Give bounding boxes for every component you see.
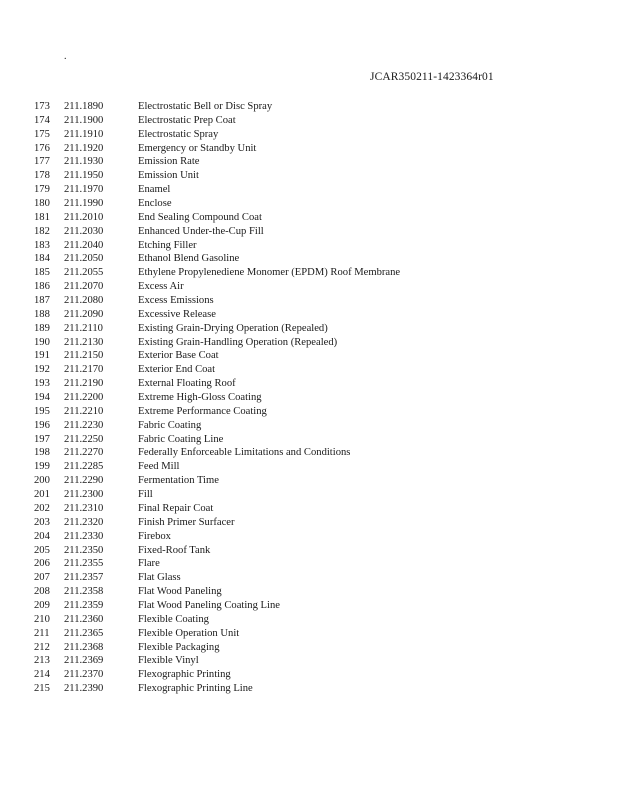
list-item xyxy=(0,530,618,544)
section-number: 211.2390 xyxy=(64,683,104,695)
section-number: 211.2369 xyxy=(64,655,104,667)
section-number: 211.1950 xyxy=(64,170,104,182)
document-id: JCAR350211-1423364r01 xyxy=(370,71,494,83)
item-number: 213 xyxy=(34,655,50,667)
item-number: 206 xyxy=(34,558,50,570)
term: Fixed-Roof Tank xyxy=(138,544,211,556)
term: Final Repair Coat xyxy=(138,502,214,514)
term: Emergency or Standby Unit xyxy=(138,142,257,154)
item-number: 202 xyxy=(34,502,50,514)
list-item xyxy=(0,266,618,280)
item-number: 178 xyxy=(34,170,50,182)
list-item xyxy=(0,239,618,253)
section-number: 211.2130 xyxy=(64,336,104,348)
section-number: 211.2010 xyxy=(64,211,104,223)
item-number: 190 xyxy=(34,336,50,348)
item-number: 174 xyxy=(34,114,50,126)
term: Exterior End Coat xyxy=(138,364,216,376)
item-number: 212 xyxy=(34,641,50,653)
item-number: 186 xyxy=(34,281,50,293)
section-number: 211.2030 xyxy=(64,225,104,237)
item-number: 192 xyxy=(34,364,50,376)
item-number: 175 xyxy=(34,128,50,140)
list-item xyxy=(0,308,618,322)
list-item xyxy=(0,585,618,599)
list-item xyxy=(0,349,618,363)
list-item xyxy=(0,169,618,183)
item-number: 204 xyxy=(34,530,50,542)
item-number: 185 xyxy=(34,267,50,279)
term: Feed Mill xyxy=(138,461,180,473)
list-item xyxy=(0,405,618,419)
list-item xyxy=(0,294,618,308)
term: Flat Glass xyxy=(138,572,181,584)
list-item xyxy=(0,377,618,391)
section-number: 211.2368 xyxy=(64,641,104,653)
item-number: 191 xyxy=(34,350,50,362)
term: End Sealing Compound Coat xyxy=(138,211,262,223)
section-number: 211.2050 xyxy=(64,253,104,265)
term: Electrostatic Spray xyxy=(138,128,219,140)
list-item xyxy=(0,460,618,474)
item-number: 179 xyxy=(34,184,50,196)
term: Flexographic Printing xyxy=(138,669,231,681)
section-number: 211.1900 xyxy=(64,114,104,126)
list-item xyxy=(0,211,618,225)
item-number: 187 xyxy=(34,295,50,307)
term: Flexographic Printing Line xyxy=(138,683,253,695)
item-number: 173 xyxy=(34,101,50,112)
item-number: 211 xyxy=(34,627,50,639)
item-number: 197 xyxy=(34,433,50,445)
list-item xyxy=(0,654,618,668)
stray-mark: . xyxy=(64,51,67,62)
section-number: 211.2359 xyxy=(64,599,104,611)
term: Existing Grain-Drying Operation (Repealed) xyxy=(138,322,328,334)
list-item xyxy=(0,488,618,502)
term: Etching Filler xyxy=(138,239,197,251)
item-number: 196 xyxy=(34,419,50,431)
term: Extreme High-Gloss Coating xyxy=(138,392,262,404)
term: Existing Grain-Handling Operation (Repealed) xyxy=(138,336,338,348)
section-number: 211.2355 xyxy=(64,558,104,570)
section-number: 211.2320 xyxy=(64,516,104,528)
term: Finish Primer Surfacer xyxy=(138,516,235,528)
item-number: 193 xyxy=(34,378,50,390)
list-item xyxy=(0,502,618,516)
list-item xyxy=(0,197,618,211)
list-item xyxy=(0,446,618,460)
list-item xyxy=(0,419,618,433)
list-item xyxy=(0,155,618,169)
item-number: 205 xyxy=(34,544,50,556)
list-item xyxy=(0,252,618,266)
item-number: 207 xyxy=(34,572,50,584)
item-number: 201 xyxy=(34,489,50,501)
term: Firebox xyxy=(138,530,171,542)
section-number: 211.2150 xyxy=(64,350,104,362)
item-number: 200 xyxy=(34,475,50,487)
item-number: 189 xyxy=(34,322,50,334)
term: Flexible Operation Unit xyxy=(138,627,240,639)
item-number: 214 xyxy=(34,669,50,681)
section-number: 211.2270 xyxy=(64,447,104,459)
item-number: 208 xyxy=(34,586,50,598)
term: Fermentation Time xyxy=(138,475,219,487)
definitions-list xyxy=(0,100,618,696)
list-item xyxy=(0,100,618,114)
term: Flat Wood Paneling Coating Line xyxy=(138,599,280,611)
term: Electrostatic Bell or Disc Spray xyxy=(138,101,273,112)
term: Fill xyxy=(138,489,153,501)
item-number: 176 xyxy=(34,142,50,154)
section-number: 211.1890 xyxy=(64,101,104,112)
list-item xyxy=(0,363,618,377)
list-item xyxy=(0,114,618,128)
item-number: 209 xyxy=(34,599,50,611)
list-item xyxy=(0,183,618,197)
term: Excessive Release xyxy=(138,308,216,320)
section-number: 211.2365 xyxy=(64,627,104,639)
section-number: 211.2080 xyxy=(64,295,104,307)
term: Flexible Packaging xyxy=(138,641,220,653)
list-item xyxy=(0,544,618,558)
term: Enclose xyxy=(138,198,172,210)
item-number: 203 xyxy=(34,516,50,528)
item-number: 183 xyxy=(34,239,50,251)
list-item xyxy=(0,557,618,571)
section-number: 211.2370 xyxy=(64,669,104,681)
item-number: 210 xyxy=(34,613,50,625)
section-number: 211.2230 xyxy=(64,419,104,431)
section-number: 211.2310 xyxy=(64,502,104,514)
section-number: 211.2250 xyxy=(64,433,104,445)
item-number: 184 xyxy=(34,253,50,265)
term: Exterior Base Coat xyxy=(138,350,219,362)
section-number: 211.2290 xyxy=(64,475,104,487)
list-item xyxy=(0,682,618,696)
list-item xyxy=(0,433,618,447)
section-number: 211.2285 xyxy=(64,461,104,473)
section-number: 211.2360 xyxy=(64,613,104,625)
list-item xyxy=(0,599,618,613)
item-number: 198 xyxy=(34,447,50,459)
item-number: 182 xyxy=(34,225,50,237)
list-item xyxy=(0,571,618,585)
item-number: 181 xyxy=(34,211,50,223)
term: Ethylene Propylenediene Monomer (EPDM) Roof Membrane xyxy=(138,267,401,279)
list-item xyxy=(0,225,618,239)
section-number: 211.2070 xyxy=(64,281,104,293)
section-number: 211.2358 xyxy=(64,586,104,598)
list-item xyxy=(0,613,618,627)
term: Emission Unit xyxy=(138,170,199,182)
section-number: 211.2200 xyxy=(64,392,104,404)
list-item xyxy=(0,322,618,336)
list-item xyxy=(0,391,618,405)
term: Flat Wood Paneling xyxy=(138,586,222,598)
item-number: 180 xyxy=(34,198,50,210)
section-number: 211.2110 xyxy=(64,322,103,334)
term: Federally Enforceable Limitations and Conditions xyxy=(138,447,351,459)
term: Ethanol Blend Gasoline xyxy=(138,253,240,265)
section-number: 211.2170 xyxy=(64,364,104,376)
section-number: 211.2300 xyxy=(64,489,104,501)
term: Flexible Vinyl xyxy=(138,655,199,667)
section-number: 211.1970 xyxy=(64,184,104,196)
term: Excess Air xyxy=(138,281,184,293)
section-number: 211.2350 xyxy=(64,544,104,556)
section-number: 211.1990 xyxy=(64,198,104,210)
list-item xyxy=(0,128,618,142)
section-number: 211.2357 xyxy=(64,572,104,584)
section-number: 211.2040 xyxy=(64,239,104,251)
item-number: 194 xyxy=(34,392,50,404)
section-number: 211.1910 xyxy=(64,128,104,140)
list-item xyxy=(0,668,618,682)
list-item xyxy=(0,474,618,488)
term: Flexible Coating xyxy=(138,613,209,625)
list-item xyxy=(0,627,618,641)
term: Excess Emissions xyxy=(138,295,214,307)
term: Electrostatic Prep Coat xyxy=(138,114,236,126)
term: Enamel xyxy=(138,184,171,196)
term: Extreme Performance Coating xyxy=(138,405,267,417)
term: Flare xyxy=(138,558,160,570)
item-number: 188 xyxy=(34,308,50,320)
section-number: 211.2190 xyxy=(64,378,104,390)
list-item xyxy=(0,336,618,350)
section-number: 211.2090 xyxy=(64,308,104,320)
list-item xyxy=(0,142,618,156)
list-item xyxy=(0,516,618,530)
list-item xyxy=(0,641,618,655)
item-number: 215 xyxy=(34,683,50,695)
section-number: 211.1930 xyxy=(64,156,104,168)
term: Enhanced Under-the-Cup Fill xyxy=(138,225,264,237)
section-number: 211.2330 xyxy=(64,530,104,542)
term: Emission Rate xyxy=(138,156,200,168)
term: External Floating Roof xyxy=(138,378,236,390)
list-item xyxy=(0,280,618,294)
item-number: 177 xyxy=(34,156,50,168)
section-number: 211.2210 xyxy=(64,405,104,417)
term: Fabric Coating Line xyxy=(138,433,224,445)
item-number: 195 xyxy=(34,405,50,417)
item-number: 199 xyxy=(34,461,50,473)
section-number: 211.1920 xyxy=(64,142,104,154)
section-number: 211.2055 xyxy=(64,267,104,279)
term: Fabric Coating xyxy=(138,419,202,431)
